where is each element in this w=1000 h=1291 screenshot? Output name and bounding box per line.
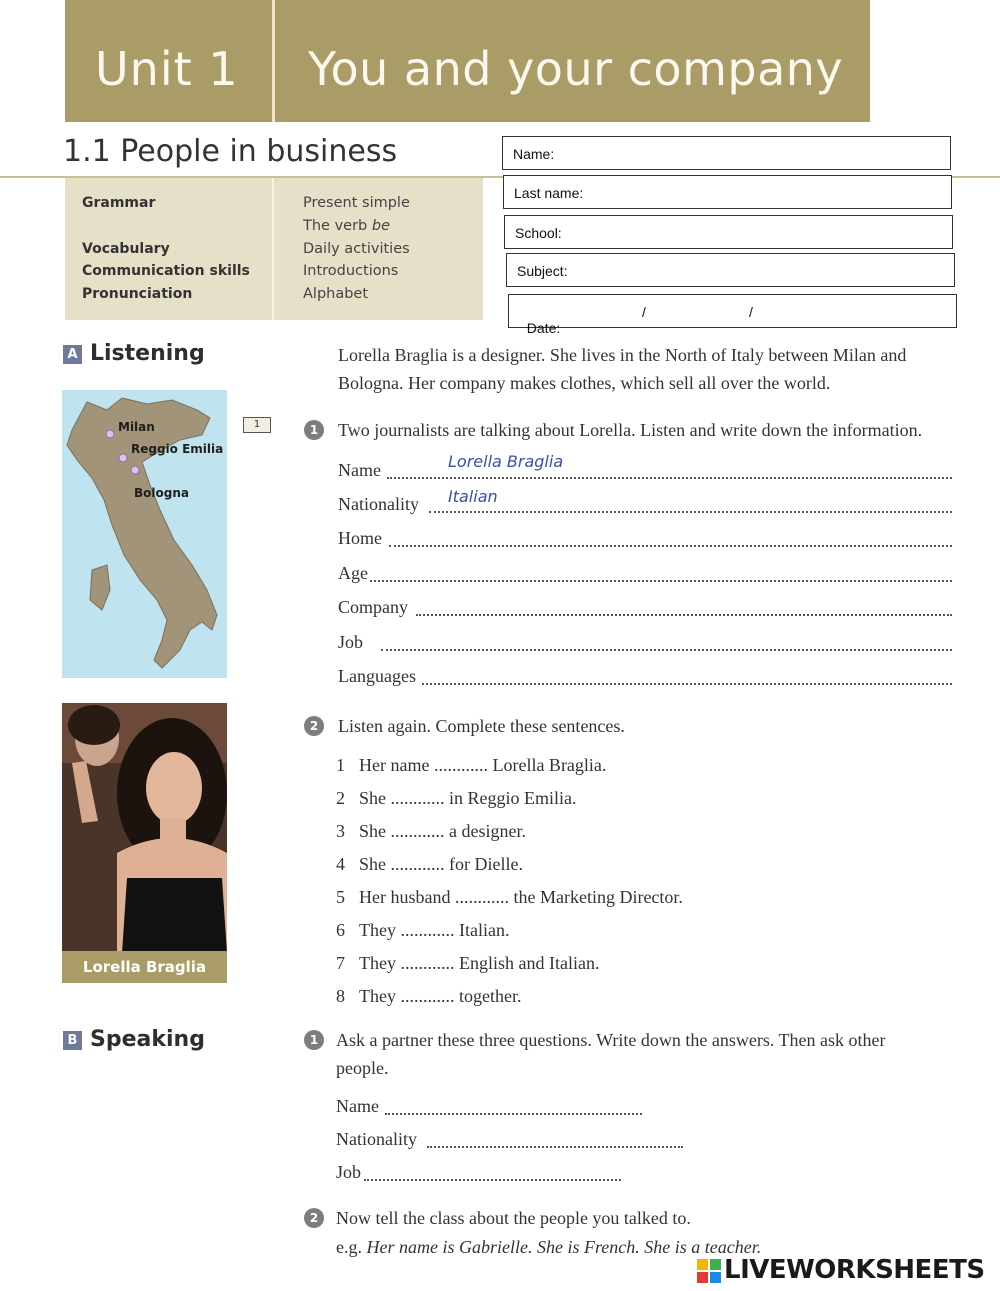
overview-value-communication: Introductions [303, 263, 399, 279]
reggio-emilia-dot [119, 454, 127, 462]
sentence-5[interactable]: Her husband ............ the Marketing Director. [359, 887, 683, 907]
sentence-3[interactable]: She ............ a designer. [359, 821, 526, 841]
school-field-label: School: [515, 225, 562, 241]
sentence-4[interactable]: She ............ for Dielle. [359, 854, 523, 874]
listening-intro-line-2: Bologna. Her company makes clothes, which sell all over the world. [338, 373, 831, 393]
speaking-answer-line-nationality[interactable] [427, 1146, 683, 1148]
sentence-8[interactable]: They ............ together. [359, 986, 522, 1006]
sentence-3-number: 3 [336, 821, 345, 841]
map-label-reggio-emilia: Reggio Emilia [131, 442, 224, 456]
sentence-6[interactable]: They ............ Italian. [359, 920, 510, 940]
sentence-2-number: 2 [336, 788, 345, 808]
sentence-1-number: 1 [336, 755, 345, 775]
example-text: Her name is Gabrielle. She is French. She is a teacher. [366, 1237, 762, 1257]
date-field-label: Date: [526, 320, 561, 336]
banner-divider [272, 0, 275, 122]
exercise-2-instruction: Listen again. Complete these sentences. [338, 716, 625, 736]
example-prefix: e.g. [336, 1237, 362, 1257]
overview-value-grammar-1: Present simple [303, 195, 410, 211]
speaking-exercise-2-badge: 2 [304, 1208, 324, 1228]
sentence-5-number: 5 [336, 887, 345, 907]
speaking-field-name: Name [336, 1096, 379, 1116]
name-field-label: Name: [513, 146, 555, 162]
unit-number: Unit 1 [95, 42, 239, 96]
answer-line-name[interactable] [387, 477, 952, 479]
subject-field[interactable] [506, 253, 955, 287]
speaking-exercise-2-instruction: Now tell the class about the people you talked to. [336, 1208, 691, 1228]
listening-heading-text: Listening [90, 341, 205, 366]
sentence-6-number: 6 [336, 920, 345, 940]
liveworksheets-watermark: LIVEWORKSHEETS [724, 1255, 985, 1285]
section-a-badge: A [63, 345, 82, 364]
field-label-languages: Languages [338, 666, 416, 686]
milan-dot [106, 430, 114, 438]
last-name-field-label: Last name: [514, 185, 584, 201]
sentence-1[interactable]: Her name ............ Lorella Braglia. [359, 755, 607, 775]
speaking-field-nationality: Nationality [336, 1129, 417, 1149]
answer-name: Lorella Braglia [448, 452, 564, 471]
map-label-bologna: Bologna [134, 486, 189, 500]
exercise-2-badge: 2 [304, 716, 324, 736]
date-separator-2: / [749, 304, 753, 320]
sentence-2[interactable]: She ............ in Reggio Emilia. [359, 788, 577, 808]
section-title: 1.1 People in business [63, 134, 398, 169]
answer-line-languages[interactable] [422, 683, 952, 685]
bologna-dot [131, 466, 139, 474]
speaking-heading-text: Speaking [90, 1027, 205, 1052]
lorella-braglia-photo [62, 703, 227, 983]
speaking-field-job: Job [336, 1162, 362, 1182]
speaking-exercise-1-line-1: Ask a partner these three questions. Write down the answers. Then ask other [336, 1030, 886, 1050]
answer-nationality: Italian [448, 487, 498, 506]
last-name-field[interactable] [503, 175, 952, 209]
school-field[interactable] [504, 215, 953, 249]
field-label-name: Name [338, 460, 381, 480]
speaking-exercise-1-badge: 1 [304, 1030, 324, 1050]
answer-line-age[interactable] [370, 580, 952, 582]
overview-value-grammar-2: The verb be [303, 218, 390, 234]
overview-label-vocabulary: Vocabulary [82, 241, 170, 257]
liveworksheets-logo-icon [697, 1259, 721, 1283]
subject-field-label: Subject: [517, 263, 568, 279]
field-label-age: Age [338, 563, 368, 583]
overview-value-pronunciation: Alphabet [303, 286, 369, 302]
speaking-heading [63, 1027, 205, 1052]
italy-map [62, 390, 227, 678]
answer-line-job[interactable] [381, 649, 952, 651]
date-field[interactable] [508, 294, 957, 336]
field-label-home: Home [338, 528, 382, 548]
sentence-7[interactable]: They ............ English and Italian. [359, 953, 600, 973]
sentence-8-number: 8 [336, 986, 345, 1006]
overview-divider [272, 178, 274, 320]
sentence-4-number: 4 [336, 854, 345, 874]
map-label-milan: Milan [118, 420, 155, 434]
exercise-1-badge: 1 [304, 420, 324, 440]
listening-intro-line-1: Lorella Braglia is a designer. She lives in the North of Italy between Milan and [338, 345, 907, 365]
overview-label-communication: Communication skills [82, 263, 250, 279]
speaking-answer-line-name[interactable] [385, 1113, 642, 1115]
sentence-7-number: 7 [336, 953, 345, 973]
overview-label-grammar: Grammar [82, 195, 156, 211]
field-label-company: Company [338, 597, 408, 617]
overview-value-vocabulary: Daily activities [303, 241, 410, 257]
answer-line-company[interactable] [416, 614, 952, 616]
section-b-badge: B [63, 1031, 82, 1050]
date-separator-1: / [642, 304, 646, 320]
field-label-job: Job [338, 632, 364, 652]
photo-illustration [62, 703, 227, 983]
field-label-nationality: Nationality [338, 494, 419, 514]
overview-label-pronunciation: Pronunciation [82, 286, 193, 302]
photo-caption: Lorella Braglia [62, 951, 227, 983]
answer-line-nationality[interactable] [429, 511, 952, 513]
unit-title: You and your company [308, 42, 844, 96]
speaking-example [336, 1237, 761, 1258]
answer-line-home[interactable] [389, 545, 952, 547]
name-field[interactable] [502, 136, 951, 170]
speaking-exercise-1-line-2: people. [336, 1058, 389, 1078]
listening-heading [63, 341, 205, 366]
speaking-answer-line-job[interactable] [364, 1179, 621, 1181]
audio-track-number[interactable]: 1 [243, 417, 271, 433]
exercise-1-instruction: Two journalists are talking about Lorella. Listen and write down the information. [338, 420, 923, 440]
